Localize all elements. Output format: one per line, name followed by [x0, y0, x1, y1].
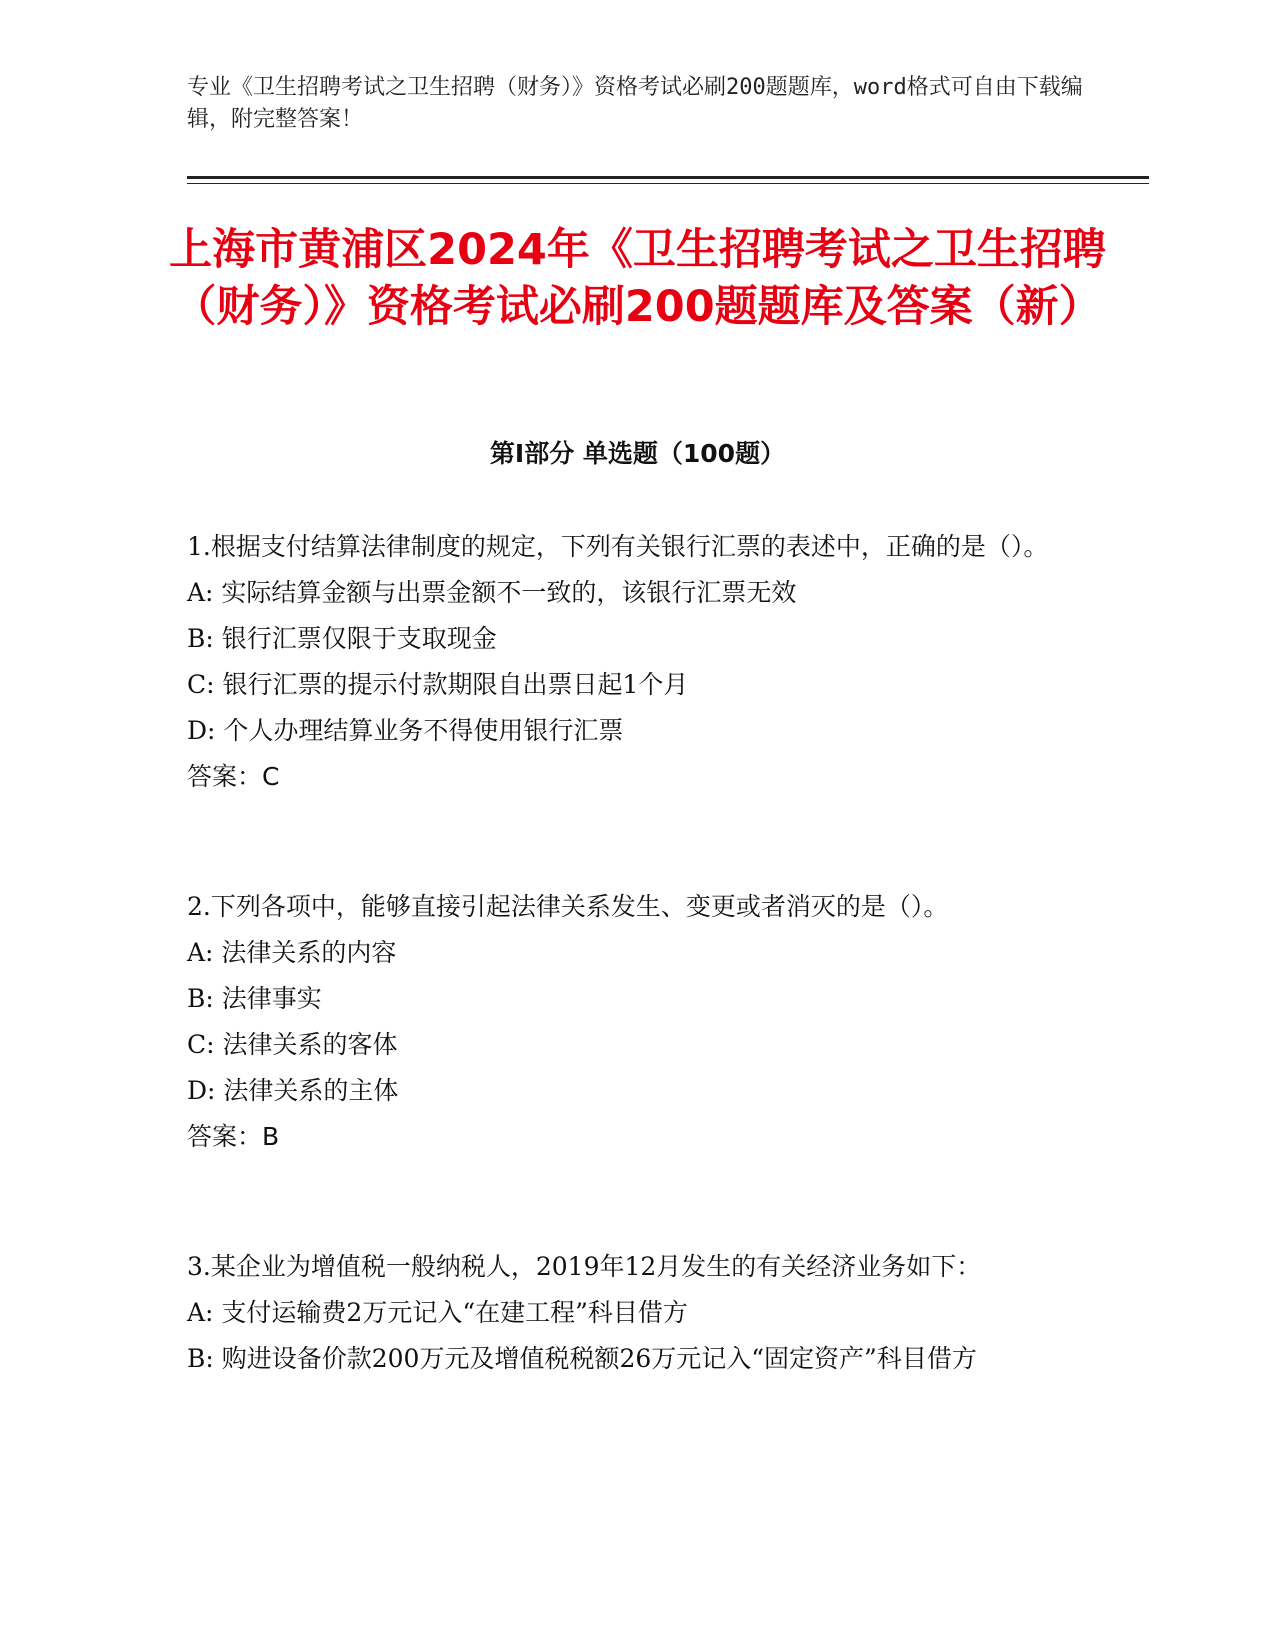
- option-c: C: 法律关系的客体: [187, 1030, 398, 1059]
- option-a: A: 实际结算金额与出票金额不一致的，该银行汇票无效: [187, 578, 797, 607]
- header-rule-thin: [187, 183, 1149, 184]
- header-note: 专业《卫生招聘考试之卫生招聘（财务）》资格考试必刷200题题库，word格式可自由下载编辑，附完整答案！: [187, 75, 1083, 132]
- option-c: C: 银行汇票的提示付款期限自出票日起1个月: [187, 670, 689, 699]
- document-title: 上海市黄浦区2024年《卫生招聘考试之卫生招聘（财务）》资格考试必刷200题题库及答案（新）: [169, 225, 1106, 332]
- question-stem: 2.下列各项中，能够直接引起法律关系发生、变更或者消灭的是（）。: [187, 892, 949, 921]
- header-rule-thick: [187, 176, 1149, 179]
- option-a: A: 法律关系的内容: [187, 938, 397, 967]
- question-1: [187, 524, 1087, 800]
- answer: 答案：B: [187, 1122, 280, 1151]
- option-a: A: 支付运输费2万元记入“在建工程”科目借方: [187, 1298, 688, 1327]
- option-b: B: 购进设备价款200万元及增值税税额26万元记入“固定资产”科目借方: [187, 1344, 977, 1373]
- option-d: D: 个人办理结算业务不得使用银行汇票: [187, 716, 624, 745]
- question-stem: 1.根据支付结算法律制度的规定，下列有关银行汇票的表述中，正确的是（）。: [187, 532, 1049, 561]
- option-b: B: 法律事实: [187, 984, 322, 1013]
- option-d: D: 法律关系的主体: [187, 1076, 399, 1105]
- question-stem: 3.某企业为增值税一般纳税人，2019年12月发生的有关经济业务如下：: [187, 1252, 982, 1281]
- option-b: B: 银行汇票仅限于支取现金: [187, 624, 497, 653]
- section-title: 第I部分 单选题（100题）: [489, 439, 786, 468]
- answer: 答案：C: [187, 762, 280, 791]
- question-2: [187, 884, 1087, 1160]
- question-3: [187, 1244, 1087, 1382]
